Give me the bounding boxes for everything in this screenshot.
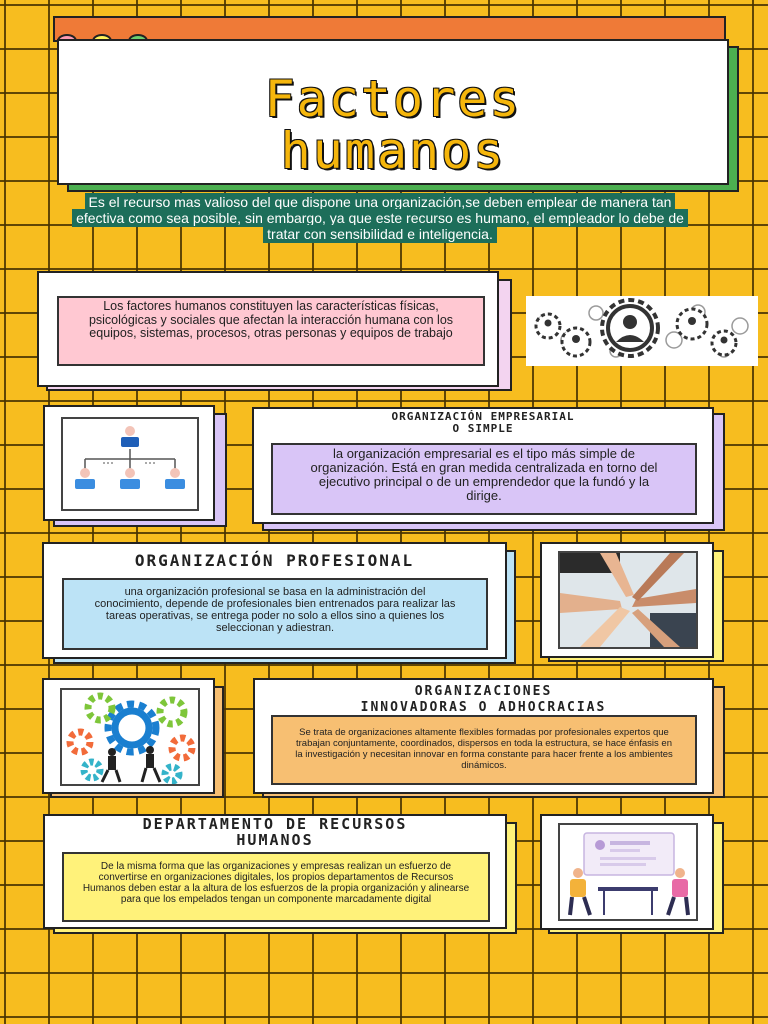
section2-heading	[254, 411, 712, 435]
team-hands-icon	[560, 553, 696, 647]
org-chart-icon	[63, 419, 197, 509]
section1-body: Los factores humanos constituyen las características físicas, psicológicas y sociales que afectan la interacción humana con los equipos, sistemas, procesos, otras personas y equipos de trabajo	[57, 296, 485, 366]
section3-heading: ORGANIZACIÓN PROFESIONAL	[134, 551, 415, 570]
section4-heading	[255, 684, 712, 716]
section1-card	[37, 271, 499, 387]
gears-team-icon	[62, 690, 198, 784]
people-gears-icon	[526, 296, 758, 366]
section2-card	[252, 407, 714, 524]
section4-card	[253, 678, 714, 794]
page-title	[59, 70, 727, 180]
section5-body: De la misma forma que las organizaciones y empresas realizan un esfuerzo de convertirse en organizaciones digitales, los propios departamentos de Recursos Humanos deben estar a la altura de los esfuerzos de la propia organización y alinearse para que los empelados tengan un componente marcadamente digital	[62, 852, 490, 922]
section4-heading-line-2: INNOVADORAS O ADHOCRACIAS	[360, 700, 607, 715]
section5-heading	[45, 816, 505, 848]
section5-card	[43, 814, 507, 929]
section4-body: Se trata de organizaciones altamente flexibles formadas por profesionales expertos que trabajan conjuntamente, coordinados, dispersos en toda la estructura, se hace énfasis en la investigación y necesitan innovar en forma constante para hacer frente a los ambientes dinámicos.	[271, 715, 697, 785]
section4-image	[60, 688, 200, 786]
section3-body: una organización profesional se basa en la administración del conocimiento, depende de profesionales bien entrenados para realizar las tareas operativas, se entrega poder no solo a ellos sino a quienes los seleccionan y adiestran.	[62, 578, 488, 650]
section2-heading-line-1: ORGANIZACIÓN EMPRESARIAL	[391, 410, 575, 423]
title-line-1: Factores	[264, 70, 522, 128]
section2-heading-line-2: O SIMPLE	[452, 422, 514, 435]
section5-heading-line-2: HUMANOS	[236, 831, 314, 849]
section4-image-card	[42, 678, 215, 794]
online-meeting-icon	[560, 825, 696, 919]
section5-image	[558, 823, 698, 921]
section3-image	[558, 551, 698, 649]
intro-text: Es el recurso mas valioso del que dispone una organización,se deben emplear de manera tan efectiva como sea posible, sin embargo, ya que este recurso es humano, el empleador lo debe de tratar con sensibilidad e inteligencia.	[72, 193, 688, 243]
section3-image-card	[540, 542, 714, 658]
title-card	[57, 39, 729, 185]
section3-card	[42, 542, 507, 659]
title-line-2: humanos	[280, 122, 506, 180]
intro-paragraph	[66, 194, 694, 242]
section1-image	[526, 296, 758, 366]
section5-heading-line-1: DEPARTAMENTO DE RECURSOS	[142, 815, 408, 833]
section2-image-card	[43, 405, 215, 521]
section4-heading-line-1: ORGANIZACIONES	[414, 684, 553, 699]
section2-image	[61, 417, 199, 511]
section2-body: la organización empresarial es el tipo más simple de organización. Está en gran medida centralizada en torno del ejecutivo principal o de un emprendedor que la fundó y la dirige.	[271, 443, 697, 515]
section5-image-card	[540, 814, 714, 930]
